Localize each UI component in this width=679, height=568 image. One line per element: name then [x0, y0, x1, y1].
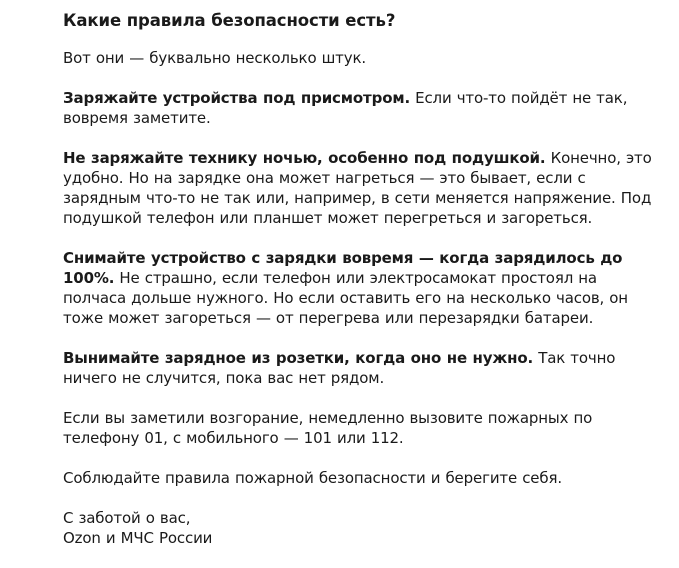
rule-1	[63, 88, 663, 128]
rule-2	[63, 148, 663, 228]
signature-line-1: С заботой о вас,	[63, 509, 191, 527]
intro-text: Вот они — буквально несколько штук.	[63, 49, 367, 67]
rule-4	[63, 348, 663, 388]
rule-2-text: Конечно, это удобно. Но на зарядке она может нагреться — это бывает, если с зарядным что-то не так или, например, в сети меняется напряжение. Под подушкой телефон или планшет может перегреться и загореться.	[63, 149, 652, 227]
rule-3-text: Не страшно, если телефон или электросамокат простоял на полчаса дольше нужного. Но если оставить его на несколько часов, он тоже может загореться — от перегрева или перезарядки батареи.	[63, 269, 628, 327]
rule-1-heading: Заряжайте устройства под присмотром.	[63, 89, 411, 107]
rule-4-heading: Вынимайте зарядное из розетки, когда оно не нужно.	[63, 349, 534, 367]
page-title: Какие правила безопасности есть?	[63, 11, 396, 30]
rule-4-text: Так точно ничего не случится, пока вас нет рядом.	[63, 349, 616, 387]
rule-1-text: Если что-то пойдёт не так, вовремя заметите.	[63, 89, 628, 127]
emergency-text: Если вы заметили возгорание, немедленно вызовите пожарных по телефону 01, с мобильного — 101 или 112.	[63, 409, 593, 447]
document	[63, 8, 663, 568]
rule-3-heading: Снимайте устройство с зарядки вовремя — когда зарядилось до 100%.	[63, 249, 623, 287]
closing-text: Соблюдайте правила пожарной безопасности и берегите себя.	[63, 469, 562, 487]
rule-2-heading: Не заряжайте технику ночью, особенно под подушкой.	[63, 149, 546, 167]
signature	[63, 508, 663, 548]
signature-line-2: Ozon и МЧС России	[63, 529, 213, 547]
rule-3	[63, 248, 663, 328]
